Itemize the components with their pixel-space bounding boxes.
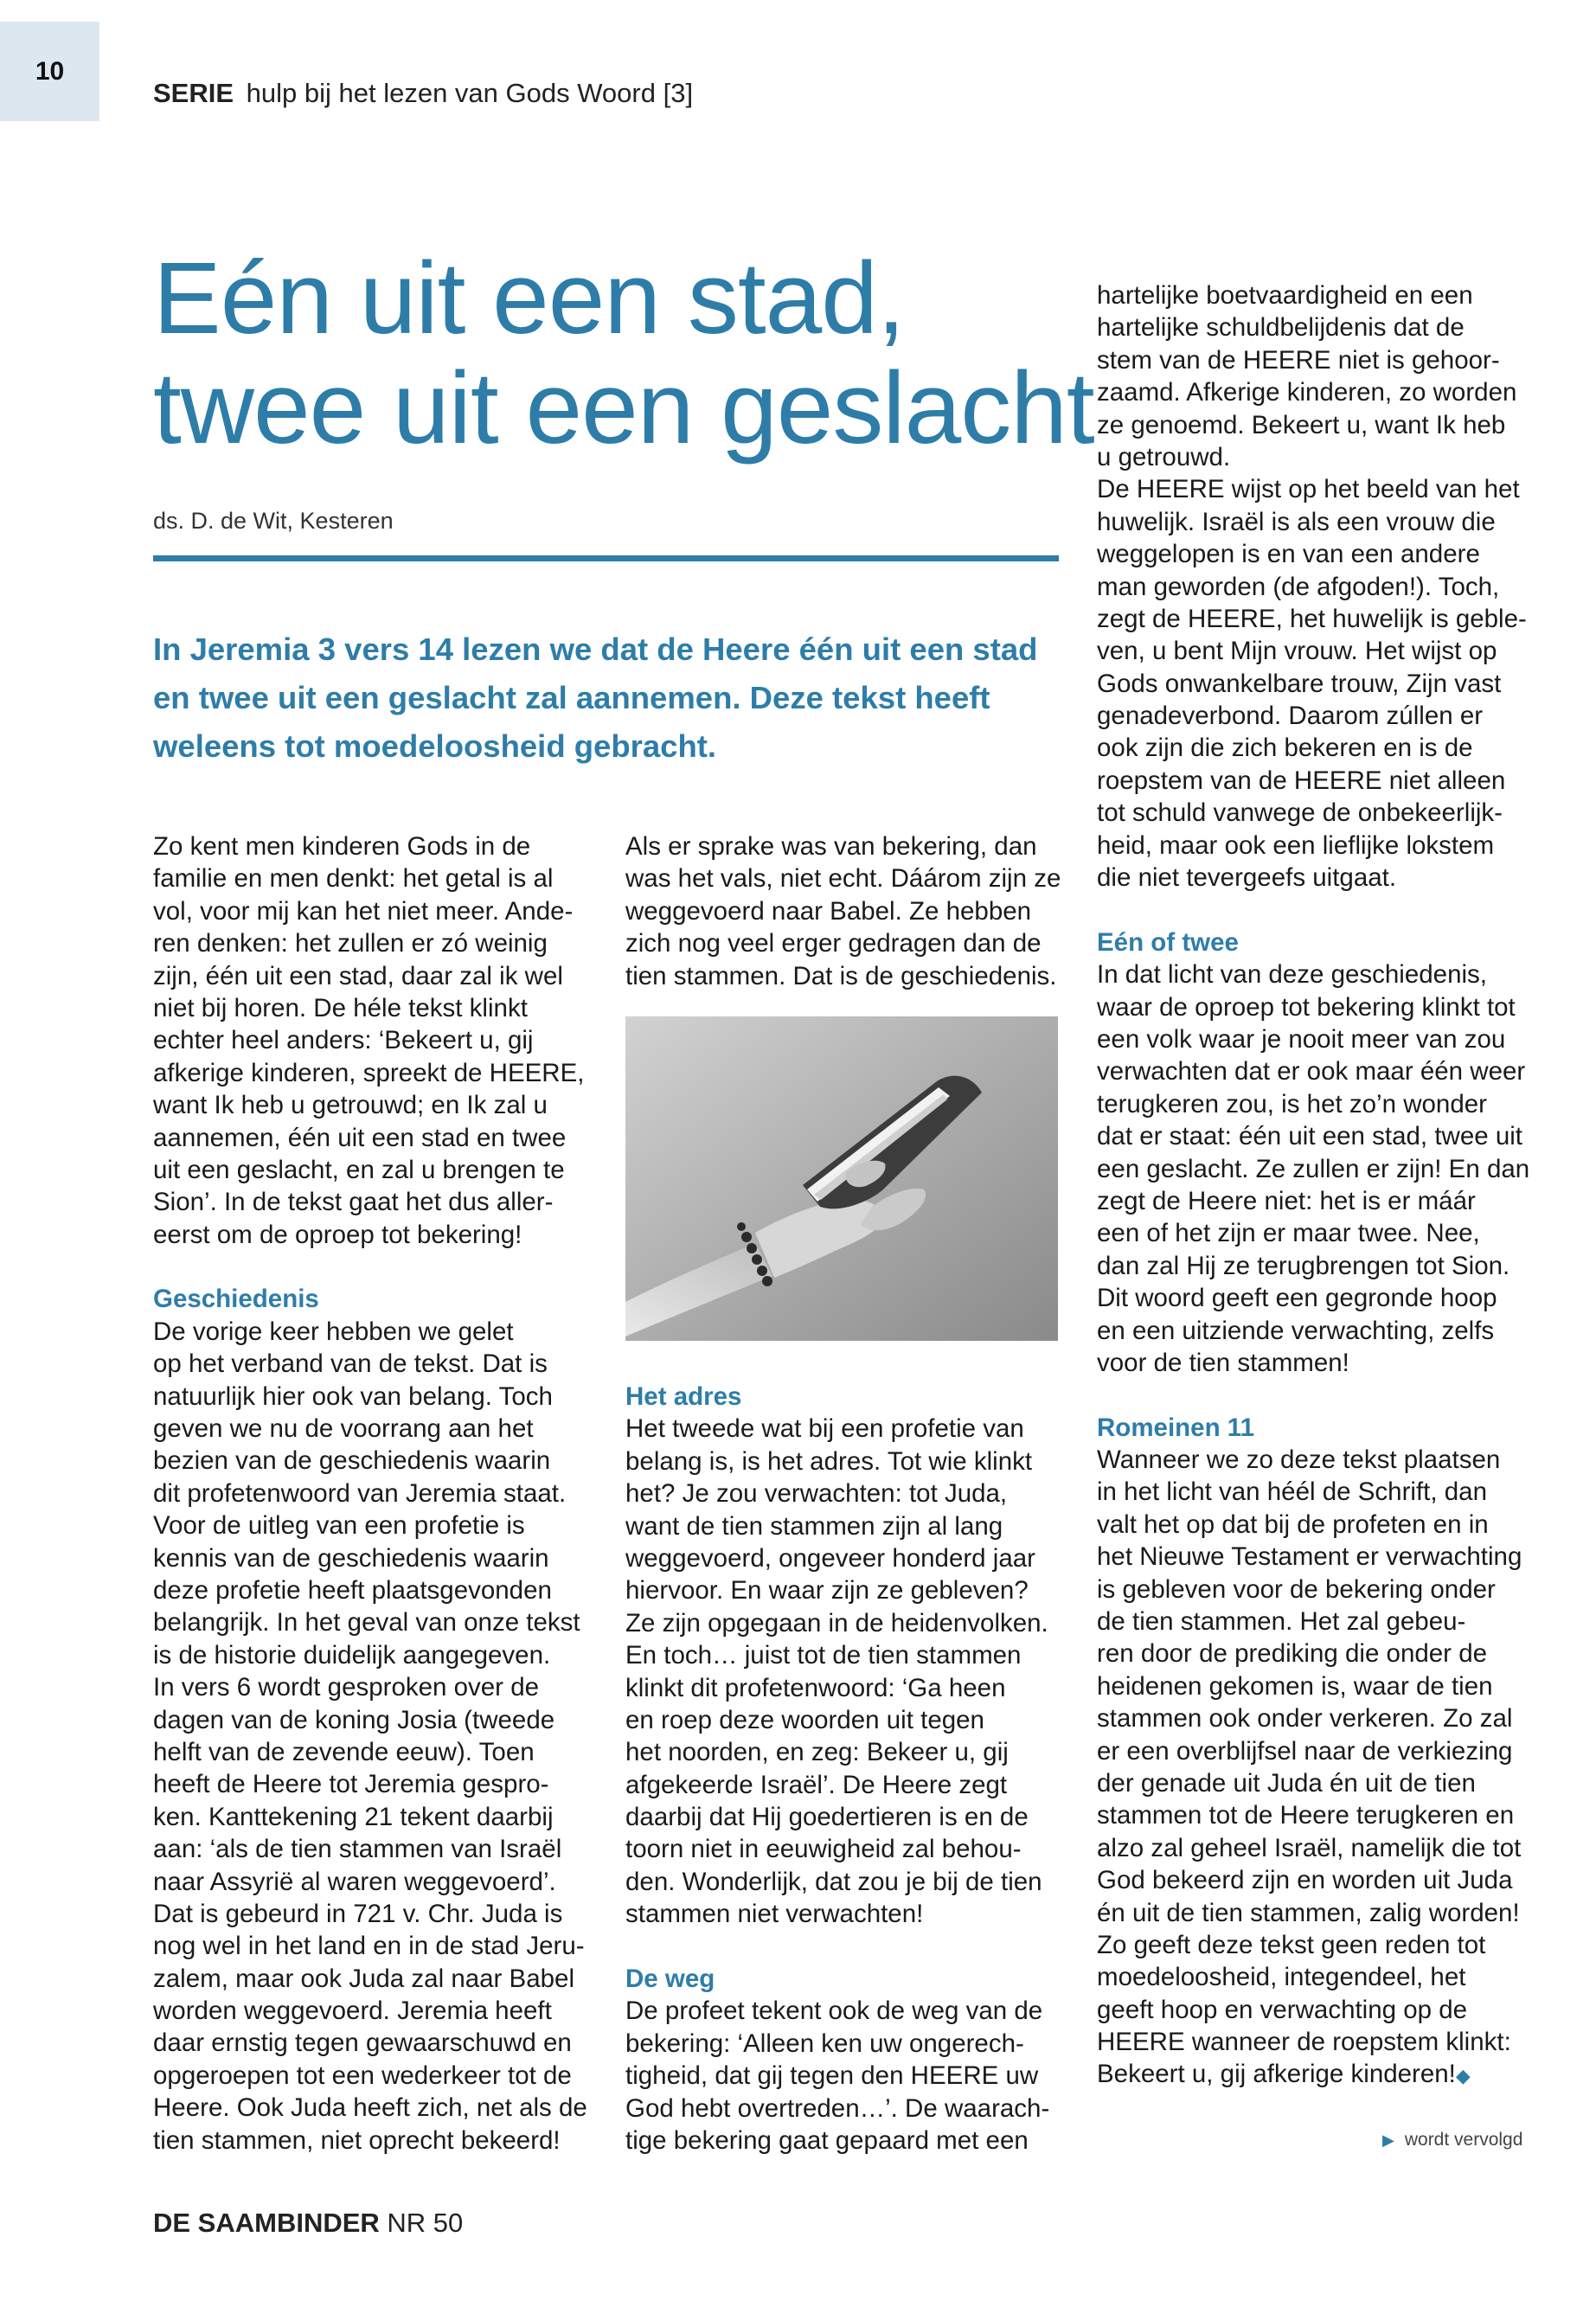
photo-hand-holding-bible (625, 1016, 1058, 1341)
body-text-line: zijn, één uit een stad, daar zal ik wel (153, 961, 563, 990)
body-text-line: een of het zijn er maar twee. Nee, (1097, 1219, 1480, 1248)
page-number: 10 (0, 22, 99, 121)
title-divider (153, 555, 1059, 561)
body-text-line: belangrijk. In het geval van onze tekst (153, 1608, 580, 1638)
series-title: hulp bij het lezen van Gods Woord [3] (246, 78, 694, 108)
body-text-line: deze profetie heeft plaatsgevonden (153, 1575, 552, 1605)
body-text-line: Dit woord geeft een gegronde hoop (1097, 1284, 1497, 1313)
paragraph-gap (625, 1931, 1075, 1963)
paragraph-gap (153, 1251, 603, 1283)
body-text-line: er een overblijfsel naar de verkiezing (1097, 1736, 1513, 1766)
body-column-2-bottom (625, 1381, 1075, 2157)
body-text-line: op het verband van de tekst. Dat is (153, 1349, 548, 1379)
body-text-line: roepstem van de HEERE niet alleen (1097, 766, 1506, 795)
body-text-line: naar Assyrië al waren weggevoerd’. (153, 1867, 556, 1896)
body-text-line: worden weggevoerd. Jeremia heeft (153, 1997, 552, 2026)
body-text-line: huwelijk. Israël is als een vrouw die (1097, 507, 1496, 536)
body-text-line: dat er staat: één uit een stad, twee uit (1097, 1122, 1522, 1151)
body-column-2-top (625, 830, 1075, 992)
body-text-line: tien stammen, niet oprecht bekeerd! (153, 2125, 561, 2155)
body-text-line: man geworden (de afgoden!). Toch, (1097, 572, 1500, 601)
body-text-line: dit profetenwoord van Jeremia staat. (153, 1478, 567, 1508)
body-text-line: God bekeerd zijn en worden uit Juda (1097, 1866, 1513, 1895)
body-text-line: Zo geeft deze tekst geen reden tot (1097, 1930, 1486, 1959)
continued-note (1382, 2130, 1522, 2150)
body-text-line: aannemen, één uit een stad en twee (153, 1123, 567, 1152)
page-footer (153, 2208, 463, 2239)
body-text-line: zich nog veel erger gedragen dan de (625, 929, 1042, 958)
body-text-line: ven, u bent Mijn vrouw. Het wijst op (1097, 637, 1497, 666)
body-text-line: u getrouwd. (1097, 442, 1231, 471)
body-text-line: De vorige keer hebben we gelet (153, 1317, 514, 1346)
body-text-line: stammen tot de Heere terugkeren en (1097, 1801, 1515, 1830)
body-text-line: In vers 6 wordt gesproken over de (153, 1673, 540, 1702)
body-text-line: Voor de uitleg van een profetie is (153, 1511, 525, 1541)
body-text-line: Ze zijn opgegaan in de heidenvolken. (625, 1608, 1048, 1638)
body-text-line: die niet tevergeefs uitgaat. (1097, 863, 1397, 893)
body-text-line: HEERE wanneer de roepstem klinkt: (1097, 2028, 1511, 2057)
body-text-line: en roep deze woorden uit tegen (625, 1705, 984, 1734)
body-text-line: valt het op dat bij de profeten en in (1097, 1509, 1489, 1539)
body-text-line: Wanneer we zo deze tekst plaatsen (1097, 1445, 1501, 1475)
magazine-name: DE SAAMBINDER (153, 2208, 380, 2238)
body-text-line: klinkt dit profetenwoord: ‘Ga heen (625, 1673, 1006, 1702)
body-text-line: Gods onwankelbare trouw, Zijn vast (1097, 669, 1502, 698)
body-text-line: geeft hoop en verwachting op de (1097, 1995, 1468, 2024)
hand-bible-illustration (625, 1016, 1058, 1341)
body-text-line: Als er sprake was van bekering, dan (625, 832, 1037, 861)
body-text-line: én uit de tien stammen, zalig worden! (1097, 1898, 1520, 1927)
body-text-line: een volk waar je nooit meer van zou (1097, 1024, 1506, 1054)
body-text-line: Bekeert u, gij afkerige kinderen!◆ (1097, 2060, 1471, 2089)
body-text-line: heid, maar ook een lieflijke lokstem (1097, 830, 1495, 860)
body-text-line: het Nieuwe Testament er verwachting (1097, 1542, 1522, 1572)
body-text-line: dan zal Hij ze terugbrengen tot Sion. (1097, 1251, 1510, 1280)
body-text-line: bezien van de geschiedenis waarin (153, 1446, 551, 1476)
body-text-line: afkerige kinderen, spreekt de HEERE, (153, 1058, 585, 1087)
body-text-line: hartelijke boetvaardigheid en een (1097, 281, 1473, 310)
body-text-line: opgeroepen tot een wederkeer tot de (153, 2061, 572, 2090)
body-text-line: de tien stammen. Het zal gebeu- (1097, 1607, 1466, 1637)
body-text-line: ren door de prediking die onder de (1097, 1639, 1488, 1669)
section-subheading: Geschiedenis (153, 1285, 319, 1314)
body-text-line: hiervoor. En waar zijn ze gebleven? (625, 1576, 1029, 1606)
body-text-line: want Ik heb u getrouwd; en Ik zal u (153, 1091, 548, 1120)
body-text-line: stammen niet verwachten! (625, 1900, 924, 1929)
section-subheading: Het adres (625, 1382, 742, 1411)
section-subheading: Eén of twee (1097, 927, 1239, 957)
body-text-line: geven we nu de voorrang aan het (153, 1414, 534, 1444)
serie-label: SERIE (153, 78, 234, 108)
body-text-line: afgekeerde Israël’. De Heere zegt (625, 1770, 1008, 1799)
body-text-line: was het vals, niet echt. Dáárom zijn ze (625, 864, 1061, 894)
body-text-line: den. Wonderlijk, dat zou je bij de tien (625, 1867, 1042, 1896)
body-text-line: helft van de zevende eeuw). Toen (153, 1737, 535, 1766)
body-text-line: want de tien stammen zijn al lang (625, 1511, 1003, 1541)
body-text-line: het? Je zou verwachten: tot Juda, (625, 1479, 1008, 1509)
body-text-line: familie en men denkt: het getal is al (153, 864, 554, 894)
paragraph-gap (1097, 1379, 1547, 1411)
body-text-line: tien stammen. Dat is de geschiedenis. (625, 961, 1057, 990)
body-text-line: kennis van de geschiedenis waarin (153, 1543, 549, 1573)
body-text-line: Het tweede wat bij een profetie van (625, 1414, 1024, 1444)
running-header (153, 78, 693, 109)
body-text-line: stammen ook onder verkeren. Zo zal (1097, 1704, 1513, 1734)
body-text-line: voor de tien stammen! (1097, 1348, 1349, 1377)
body-text-line: bekering: ‘Alleen ken uw ongerech- (625, 2029, 1024, 2058)
body-text-line: eerst om de oproep tot bekering! (153, 1220, 522, 1249)
body-text-line: daar ernstig tegen gewaarschuwd en (153, 2029, 572, 2058)
paragraph-gap (1097, 894, 1547, 926)
body-text-line: natuurlijk hier ook van belang. Toch (153, 1381, 553, 1411)
body-text-line: hartelijke schuldbelijdenis dat de (1097, 313, 1465, 343)
body-text-line: ze genoemd. Bekeert u, want Ik heb (1097, 410, 1506, 439)
body-text-line: een geslacht. Ze zullen er zijn! En dan (1097, 1154, 1530, 1183)
body-text-line: God hebt overtreden…’. De waarach- (625, 2093, 1050, 2123)
issue-number: NR 50 (387, 2208, 464, 2238)
body-text-line: tot schuld vanwege de onbekeerlijk- (1097, 798, 1503, 828)
body-text-line: weggevoerd naar Babel. Ze hebben (625, 896, 1032, 926)
body-text-line: In dat licht van deze geschiedenis, (1097, 960, 1487, 990)
body-text-line: Sion’. In de tekst gaat het dus aller- (153, 1188, 554, 1217)
section-subheading: De weg (625, 1965, 715, 1994)
body-text-line: heeft de Heere tot Jeremia gespro- (153, 1770, 549, 1799)
article-intro (153, 625, 1070, 771)
body-column-3 (1097, 279, 1547, 2091)
body-text-line: stem van de HEERE niet is gehoor- (1097, 345, 1500, 375)
body-text-line: zegt de HEERE, het huwelijk is geble- (1097, 604, 1527, 633)
body-text-line: tige bekering gaat gepaard met een (625, 2125, 1029, 2155)
body-text-line: Heere. Ook Juda heeft zich, net als de (153, 2093, 587, 2123)
body-text-line: belang is, is het adres. Tot wie klinkt (625, 1446, 1033, 1476)
body-text-line: verwachten dat er ook maar één weer (1097, 1057, 1526, 1086)
body-text-line: ken. Kanttekening 21 tekent daarbij (153, 1802, 554, 1831)
body-text-line: der genade uit Juda én uit de tien (1097, 1768, 1476, 1798)
article-title-line: Eén uit een stad, (153, 241, 905, 356)
body-text-line: ren denken: het zullen er zó weinig (153, 929, 548, 958)
body-text-line: weggevoerd, ongeveer honderd jaar (625, 1543, 1035, 1573)
body-text-line: nog wel in het land en in de stad Jeru- (153, 1932, 585, 1961)
body-text-line: in het licht van héél de Schrift, dan (1097, 1477, 1487, 1507)
article-title (153, 241, 1094, 466)
body-text-line: en een uitziende verwachting, zelfs (1097, 1316, 1495, 1345)
body-text-line: is gebleven voor de bekering onder (1097, 1574, 1496, 1604)
body-text-line: zalem, maar ook Juda zal naar Babel (153, 1964, 575, 1993)
body-text-line: tigheid, dat gij tegen den HEERE uw (625, 2061, 1039, 2091)
body-text-line: zegt de Heere niet: het is er máár (1097, 1186, 1476, 1215)
body-column-1 (153, 830, 603, 2157)
body-text-line: genadeverbond. Daarom zúllen er (1097, 702, 1484, 731)
section-subheading: Romeinen 11 (1097, 1413, 1254, 1442)
body-text-line: aan: ‘als de tien stammen van Israël (153, 1835, 562, 1864)
body-text-line: alzo zal geheel Israël, namelijk die tot (1097, 1833, 1522, 1862)
body-text-line: toorn niet in eeuwigheid zal behou- (625, 1835, 1022, 1864)
body-text-line: De profeet tekent ook de weg van de (625, 1997, 1043, 2026)
body-text-line: Zo kent men kinderen Gods in de (153, 832, 531, 861)
body-text-line: weggelopen is en van een andere (1097, 540, 1480, 569)
intro-line: weleens tot moedeloosheid gebracht. (153, 728, 717, 764)
body-text-line: ook zijn die zich bekeren en is de (1097, 734, 1473, 763)
article-title-line: twee uit een geslacht (153, 351, 1094, 466)
body-text-line: echter heel anders: ‘Bekeert u, gij (153, 1026, 534, 1055)
body-text-line: terugkeren zou, is het zo’n wonder (1097, 1089, 1487, 1118)
intro-line: In Jeremia 3 vers 14 lezen we dat de Heere één uit een stad (153, 631, 1038, 667)
body-text-line: dagen van de koning Josia (tweede (153, 1705, 555, 1734)
body-text-line: het noorden, en zeg: Bekeer u, gij (625, 1738, 1009, 1767)
body-text-line: uit een geslacht, en zal u brengen te (153, 1155, 565, 1184)
body-text-line: daarbij dat Hij goedertieren is en de (625, 1803, 1029, 1832)
body-text-line: En toch… juist tot de tien stammen (625, 1641, 1022, 1670)
body-text-line: Dat is gebeurd in 721 v. Chr. Juda is (153, 1899, 563, 1928)
body-text-line: heidenen gekomen is, waar de tien (1097, 1671, 1493, 1701)
body-text-line: niet bij horen. De héle tekst klinkt (153, 993, 528, 1022)
body-text-line: moedeloosheid, integendeel, het (1097, 1963, 1466, 1992)
body-text-line: zaamd. Afkerige kinderen, zo worden (1097, 378, 1517, 407)
diamond-end-icon: ◆ (1455, 2065, 1471, 2087)
intro-line: en twee uit een geslacht zal aannemen. Deze tekst heeft (153, 680, 990, 715)
triangle-right-icon: ▶ (1382, 2131, 1394, 2149)
body-text-line: is de historie duidelijk aangegeven. (153, 1640, 551, 1670)
body-text-line: waar de oproep tot bekering klinkt tot (1097, 992, 1516, 1022)
body-text-line: De HEERE wijst op het beeld van het (1097, 475, 1520, 504)
article-author: ds. D. de Wit, Kesteren (153, 508, 394, 534)
body-text-line: vol, voor mij kan het niet meer. Ande- (153, 896, 574, 926)
continued-label: wordt vervolgd (1404, 2130, 1523, 2150)
